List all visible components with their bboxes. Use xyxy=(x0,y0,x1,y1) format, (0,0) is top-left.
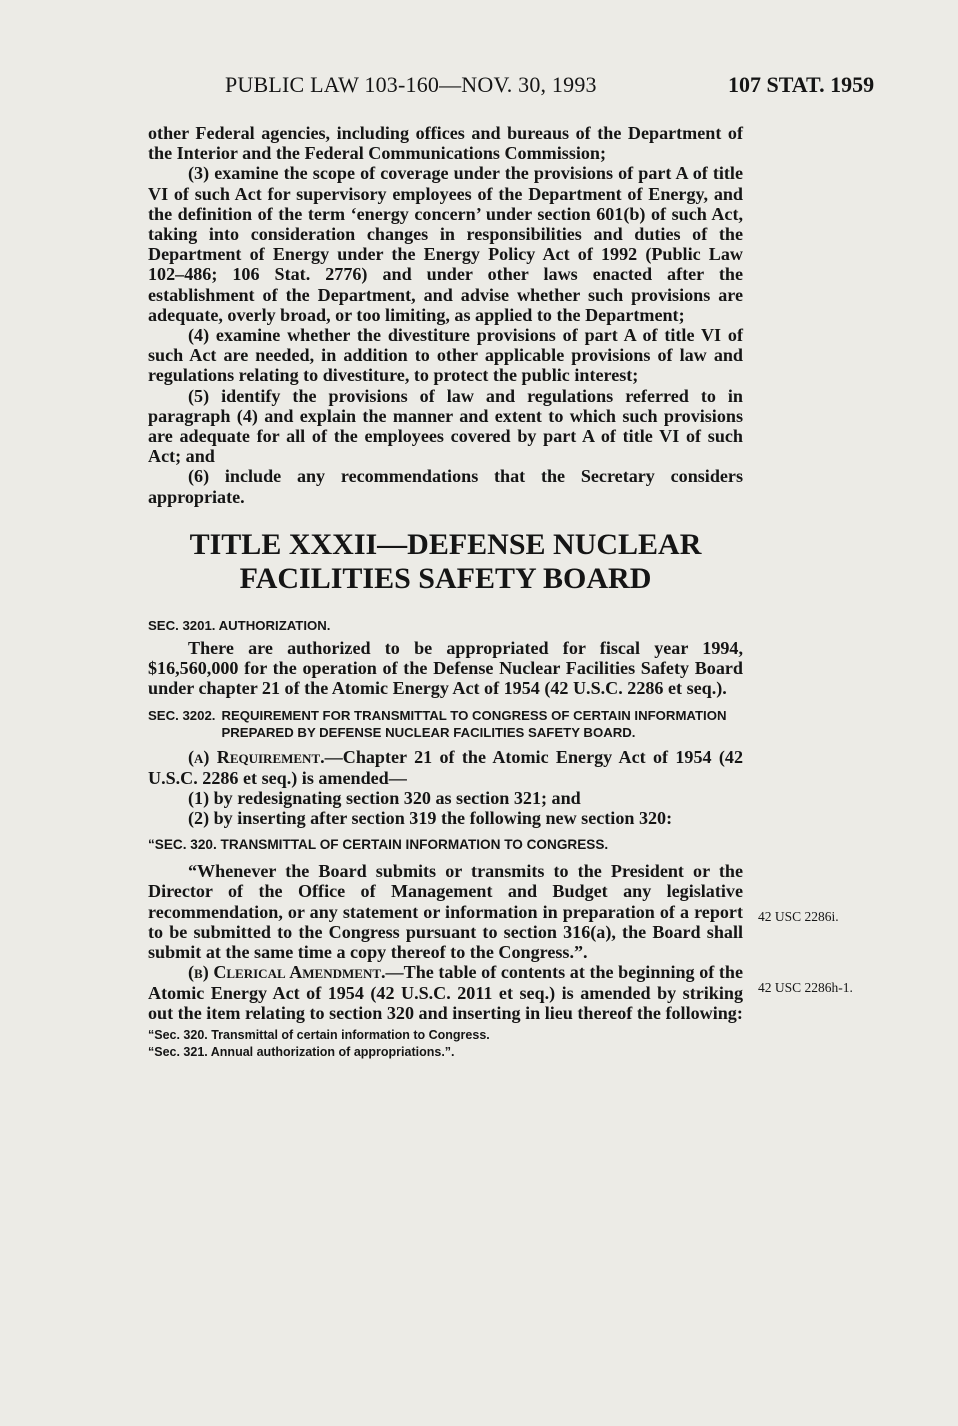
section-320-heading: “SEC. 320. TRANSMITTAL OF CERTAIN INFORMATION TO CONGRESS. xyxy=(148,837,609,853)
title-line-2: FACILITIES SAFETY BOARD xyxy=(239,561,652,595)
subsection-b xyxy=(148,962,743,1023)
subsection-a-label: (a) Requirement. xyxy=(188,747,325,768)
clause-2: (2) by inserting after section 319 the following new section 320: xyxy=(188,808,673,829)
margin-note-2286h-1: 42 USC 2286h-1. xyxy=(758,980,853,995)
page-citation: 107 STAT. 1959 xyxy=(728,72,875,97)
section-3202-heading xyxy=(148,707,743,741)
subsection-b-text: —The table of contents at the beginning of the Atomic Energy Act of 1954 (42 U.S.C. 2011 et seq.) is amended by striking out the item relating to section 320 and inserting in lieu thereof the following: xyxy=(148,962,743,1023)
section-3202-title: REQUIREMENT FOR TRANSMITTAL TO CONGRESS OF CERTAIN INFORMATION PREPARED BY DEFENSE NUCLEAR FACILITIES SAFETY BOARD. xyxy=(221,708,727,741)
clause-1: (1) by redesignating section 320 as section 321; and xyxy=(188,787,581,808)
paragraph-6: (6) include any recommendations that the Secretary considers appropriate. xyxy=(148,466,743,507)
subsection-a-text: —Chapter 21 of the Atomic Energy Act of 1954 (42 U.S.C. 2286 et seq.) is amended— xyxy=(148,747,744,788)
toc-entry-320: “Sec. 320. Transmittal of certain information to Congress. xyxy=(148,1027,490,1042)
section-320-text: “Whenever the Board submits or transmits to the President or the Director of the Office of Management and Budget any legislative recommendation, or any statement or information in preparation of a report to be submitted to the Congress pursuant to section 316(a), the Board shall submit at the same time a copy thereof to the Congress.”. xyxy=(148,861,743,963)
title-heading xyxy=(148,528,743,596)
paragraph-3: (3) examine the scope of coverage under the provisions of part A of title VI of such Act for supervisory employees of the Department of Energy, and the definition of the term ‘energy concern’ under section 601(b) of such Act, taking into consideration changes in responsibilities and duties of the Department of Energy under the Energy Policy Act of 1992 (Public Law 102–486; 106 Stat. 2776) and under other laws enacted after the establishment of the Department, and advise whether such provisions are adequate, overly broad, or too limiting, as applied to the Department; xyxy=(148,163,743,325)
paragraph-5: (5) identify the provisions of law and regulations referred to in paragraph (4) and explain the manner and extent to which such provisions are adequate for all of the employees covered by part A of title VI of such Act; and xyxy=(148,385,743,467)
paragraph-4: (4) examine whether the divestiture provisions of part A of title VI of such Act are needed, in addition to other applicable provisions of law and regulations relating to divestiture, to protect the public interest; xyxy=(148,325,743,386)
subsection-a xyxy=(148,747,743,787)
toc-entries xyxy=(148,1027,743,1061)
running-header: PUBLIC LAW 103-160—NOV. 30, 1993 xyxy=(225,72,597,97)
subsection-b-label: (b) Clerical Amendment. xyxy=(188,962,386,983)
section-3201-heading: SEC. 3201. AUTHORIZATION. xyxy=(148,617,331,633)
title-line-1: TITLE XXXII—DEFENSE NUCLEAR xyxy=(189,527,702,561)
paragraph-continuation: other Federal agencies, including offices and bureaus of the Department of the Interior and the Federal Communications Commission; xyxy=(148,123,743,164)
toc-entry-321: “Sec. 321. Annual authorization of appropriations.”. xyxy=(148,1044,455,1059)
body-text xyxy=(148,123,743,1061)
section-3201-text: There are authorized to be appropriated for fiscal year 1994, $16,560,000 for the operation of the Defense Nuclear Facilities Safety Board under chapter 21 of the Atomic Energy Act of 1954 (42 U.S.C. 2286 et seq.). xyxy=(148,637,743,699)
margin-note-2286i: 42 USC 2286i. xyxy=(758,909,839,924)
section-3202-number: SEC. 3202. xyxy=(148,708,216,724)
